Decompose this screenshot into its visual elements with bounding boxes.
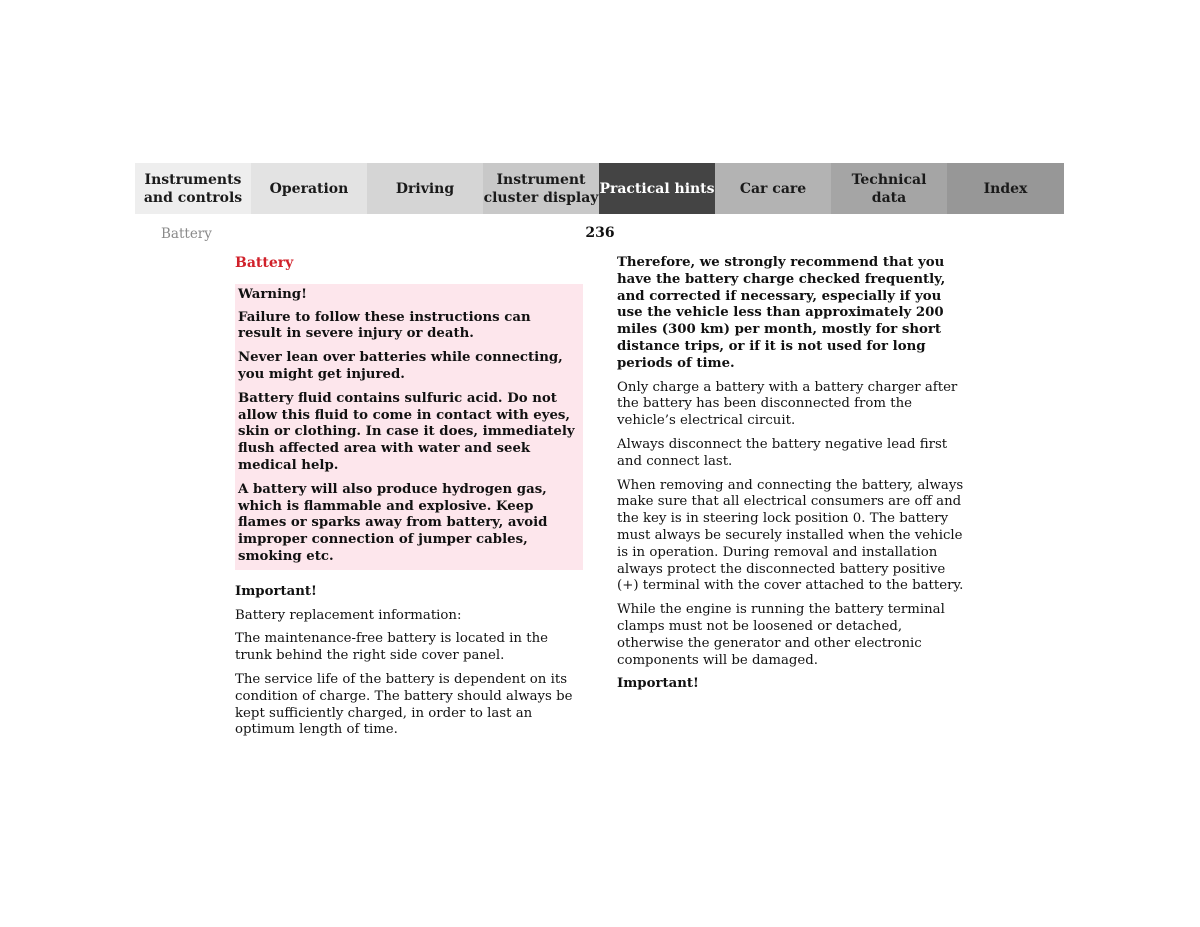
body-paragraph: The maintenance-free battery is located in the trunk behind the right side cover panel. xyxy=(235,631,548,664)
recommendation-paragraph: Therefore, we strongly recommend that you have the battery charge checked frequently, and corrected if necessary, especially if you use the vehicle less than approximately 200 miles (300 km) per month, mostly for short distance trips, or if it is not used for long periods of time. xyxy=(617,255,946,371)
section-heading: Battery xyxy=(235,255,294,271)
tab-practical-hints[interactable]: Practical hints xyxy=(599,163,715,214)
tab-instruments-and-controls[interactable]: Instruments and controls xyxy=(135,163,251,214)
body-paragraph: The service life of the battery is dependent on its condition of charge. The battery should always be kept sufficiently charged, in order to last an optimum length of time. xyxy=(235,671,573,738)
body-paragraph: Only charge a battery with a battery charger after the battery has been disconnected from the vehicle’s electrical circuit. xyxy=(617,379,958,429)
important-label: Important! xyxy=(235,583,317,599)
warning-paragraph: A battery will also produce hydrogen gas, which is flammable and explosive. Keep flames or sparks away from battery, avoid improper connection of jumper cables, smoking etc. xyxy=(238,481,548,564)
tab-driving[interactable]: Driving xyxy=(367,163,483,214)
warning-paragraph: Failure to follow these instructions can result in severe injury or death. xyxy=(238,309,531,342)
page-number: 236 xyxy=(585,225,615,241)
tab-operation[interactable]: Operation xyxy=(251,163,367,214)
tab-index[interactable]: Index xyxy=(947,163,1064,214)
tab-car-care[interactable]: Car care xyxy=(715,163,831,214)
tab-instrument-cluster-display[interactable]: Instrument cluster display xyxy=(483,163,599,214)
left-column xyxy=(235,255,583,746)
tab-technical-data[interactable]: Technical data xyxy=(831,163,947,214)
body-paragraph: When removing and connecting the battery, always make sure that all electrical consumers are off and the key is in steering lock position 0. The battery must always be securely installed when the vehicle is in operation. During removal and installation always protect the disconnected battery positive (+) terminal with the cover attached to the battery. xyxy=(617,477,964,594)
warning-title: Warning! xyxy=(238,286,307,302)
warning-paragraph: Battery fluid contains sulfuric acid. Do not allow this fluid to come in contact with eyes, skin or clothing. In case it does, immediately flush affected area with water and seek medical help. xyxy=(238,390,575,473)
warning-paragraph: Never lean over batteries while connecting, you might get injured. xyxy=(238,350,563,382)
section-nav xyxy=(135,163,1064,214)
body-paragraph: While the engine is running the battery terminal clamps must not be loosened or detached, otherwise the generator and other electronic components will be damaged. xyxy=(617,602,945,668)
body-paragraph: Always disconnect the battery negative lead first and connect last. xyxy=(617,436,948,469)
page-section-label: Battery xyxy=(161,226,212,242)
right-column xyxy=(617,255,967,700)
important-label: Important! xyxy=(617,676,699,692)
body-paragraph: Battery replacement information: xyxy=(235,607,462,623)
warning-box xyxy=(235,284,583,570)
